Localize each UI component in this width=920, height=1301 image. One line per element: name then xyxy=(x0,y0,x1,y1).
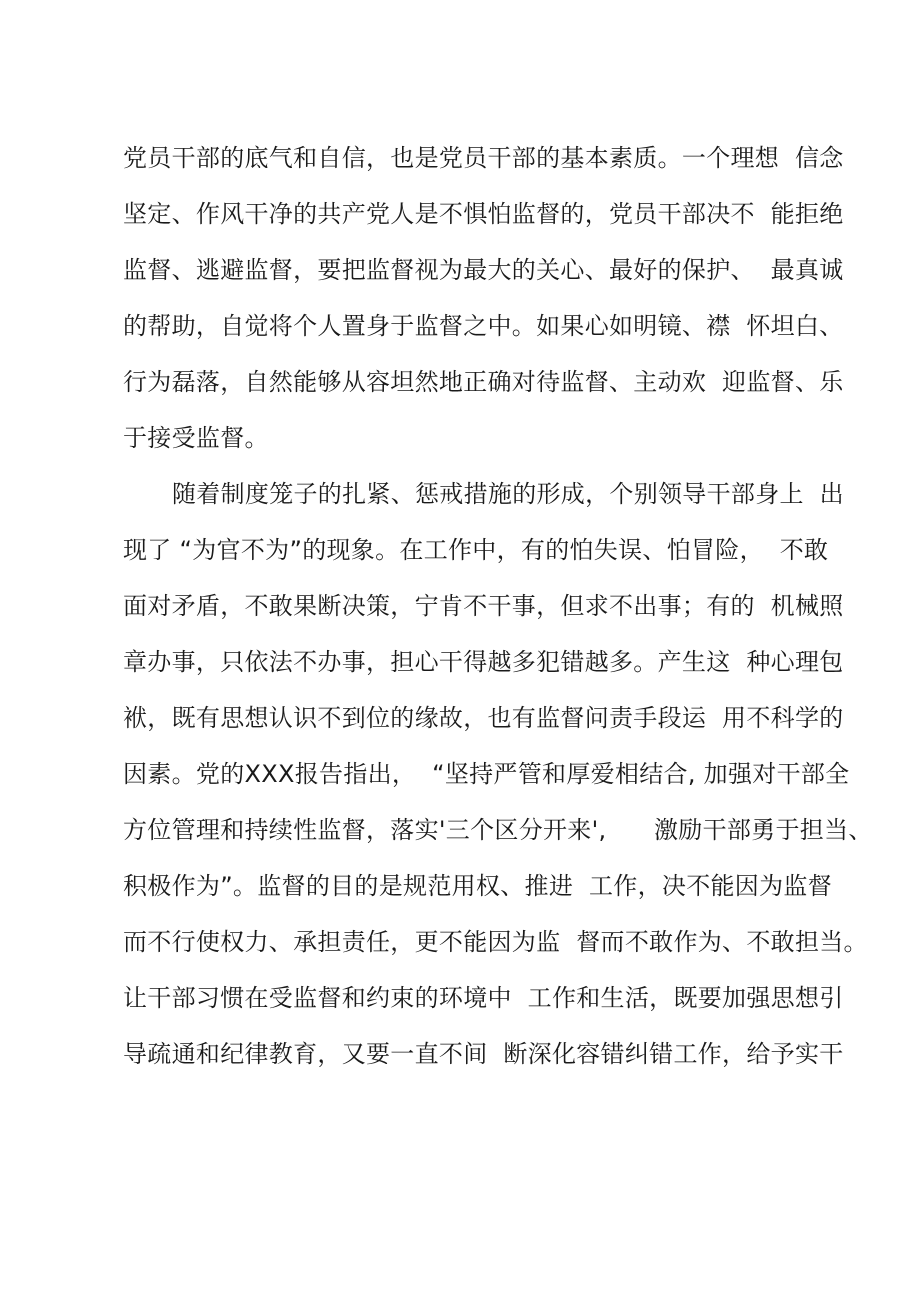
text-line-6: 于接受监督。 xyxy=(123,424,269,452)
text-line-17: 导疏通和纪律教育，又要一直不间 断深化容错纠错工作，给予实干 xyxy=(123,1040,844,1068)
text-line-8: 现了 “为官不为”的现象。在工作中，有的怕失误、怕冒险， 不敢 xyxy=(123,536,829,564)
text-line-3: 监督、逃避监督，要把监督视为最大的关心、最好的保护、 最真诚 xyxy=(123,256,844,284)
text-line-7: 随着制度笼子的扎紧、惩戒措施的形成，个别领导干部身上 出 xyxy=(172,480,844,508)
text-line-9: 面对矛盾，不敢果断决策，宁肯不干事，但求不出事；有的 机械照 xyxy=(123,592,844,620)
text-line-15: 而不行使权力、承担责任，更不能因为监 督而不敢作为、不敢担当。 xyxy=(123,928,868,956)
text-line-4: 的帮助，自觉将个人置身于监督之中。如果心如明镜、襟 怀坦白、 xyxy=(123,312,844,340)
text-line-11: 袱，既有思想认识不到位的缘故，也有监督问责手段运 用不科学的 xyxy=(123,704,844,732)
text-line-13: 方位管理和持续性监督，落实'三个区分开来', 激励干部勇于担当、 xyxy=(123,816,873,844)
text-line-10: 章办事，只依法不办事，担心干得越多犯错越多。产生这 种心理包 xyxy=(123,648,844,676)
text-line-1: 党员干部的底气和自信，也是党员干部的基本素质。一个理想 信念 xyxy=(123,144,844,172)
text-line-16: 让干部习惯在受监督和约束的环境中 工作和生活，既要加强思想引 xyxy=(123,984,844,1012)
text-line-5: 行为磊落，自然能够从容坦然地正确对待监督、主动欢 迎监督、乐 xyxy=(123,368,844,396)
text-line-12: 因素。党的XXX报告指出， “坚持严管和厚爱相结合, 加强对干部全 xyxy=(123,760,850,788)
text-line-2: 坚定、作风干净的共产党人是不惧怕监督的，党员干部决不 能拒绝 xyxy=(123,200,844,228)
text-line-14: 积极作为”。监督的目的是规范用权、推进 工作，决不能因为监督 xyxy=(123,872,832,900)
